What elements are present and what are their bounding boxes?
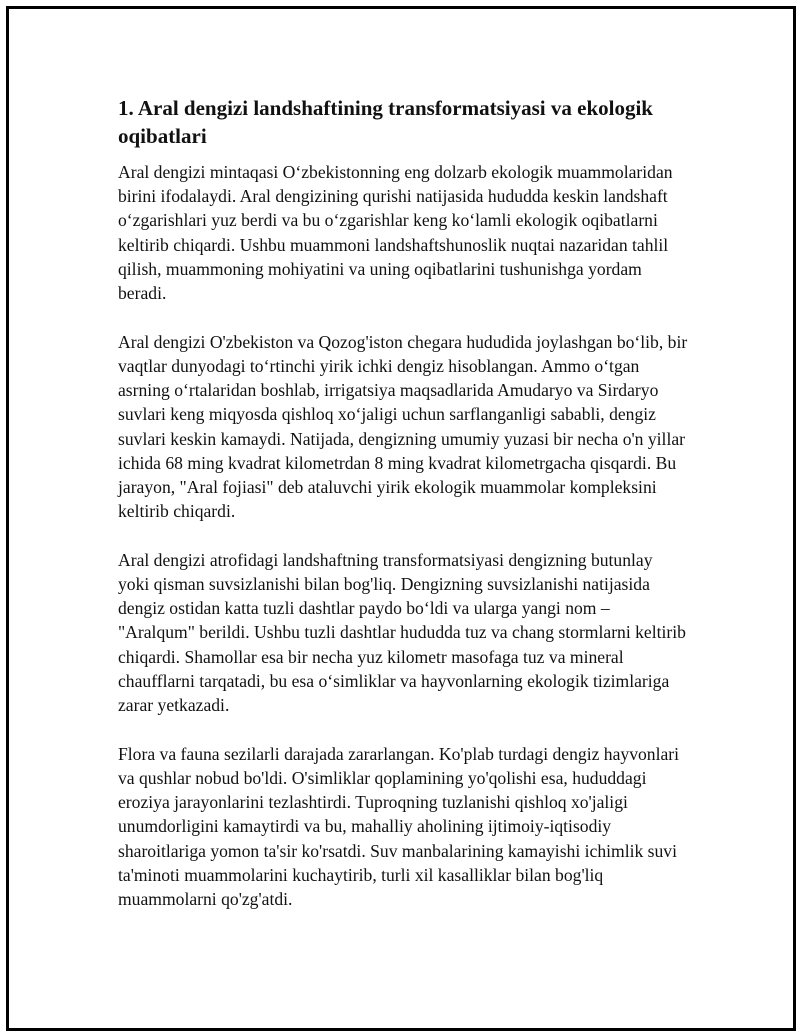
paragraph-transformation: Aral dengizi atrofidagi landshaftning transformatsiyasi dengizning butunlay yoki qisman suvsizlanishi bilan bog'liq. Dengizning suvsizlanishi natijasida dengiz ostidan katta tuzli dashtlar paydo bo‘ldi va ularga yangi nom – "Aralqum" berildi. Ushbu tuzli dashtlar hududda tuz va chang stormlarni keltirib chiqardi. Shamollar esa bir necha yuz kilometr masofaga tuz va mineral chaufflarni tarqatadi, bu esa o‘simliklar va hayvonlarning ekologik tizimlariga zarar yetkazadi.	[118, 549, 686, 716]
document-body	[118, 94, 688, 936]
paragraph-location: Aral dengizi O'zbekiston va Qozog'iston chegara hududida joylashgan bo‘lib, bir vaqtlar dunyodagi to‘rtinchi yirik ichki dengiz hisoblangan. Ammo o‘tgan asrning o‘rtalaridan boshlab, irrigatsiya maqsadlarida Amudaryo va Sirdaryo suvlari keng miqyosda qishloq xo‘jaligi uchun sarflanganligi sababli, dengiz suvlari keskin kamaydi. Natijada, dengizning umumiy yuzasi bir necha o'n yillar ichida 68 ming kvadrat kilometrdan 8 ming kvadrat kilometrgacha qisqardi. Bu jarayon, "Aral fojiasi" deb ataluvchi yirik ekologik muammolar kompleksini keltirib chiqardi.	[118, 331, 688, 522]
section-heading: 1. Aral dengizi landshaftining transformatsiyasi va ekologik oqibatlari	[118, 96, 653, 148]
paragraph-flora-fauna: Flora va fauna sezilarli darajada zararlangan. Ko'plab turdagi dengiz hayvonlari va qushlar nobud bo'ldi. O'simliklar qoplamining yo'qolishi esa, hududdagi eroziya jarayonlarini tezlashtirdi. Tuproqning tuzlanishi qishloq xo'jaligi unumdorligini kamaytirdi va bu, mahalliy aholining ijtimoiy-iqtisodiy sharoitlariga yomon ta'sir ko'rsatdi. Suv manbalarining kamayishi ichimlik suvi ta'minoti muammolarini kuchaytirib, turli xil kasalliklar bilan bog'liq muammolarni qo'zg'atdi.	[118, 743, 680, 909]
paragraph-intro: Aral dengizi mintaqasi O‘zbekistonning eng dolzarb ekologik muammolaridan birini ifodalaydi. Aral dengizining qurishi natijasida hududda keskin landshaft o‘zgarishlari yuz berdi va bu o‘zgarishlar keng ko‘lamli ekologik oqibatlarni keltirib chiqardi. Ushbu muammoni landshaftshunoslik nuqtai nazaridan tahlil qilish, muammoning mohiyatini va uning oqibatlarini tushunishga yordam beradi.	[118, 162, 673, 304]
